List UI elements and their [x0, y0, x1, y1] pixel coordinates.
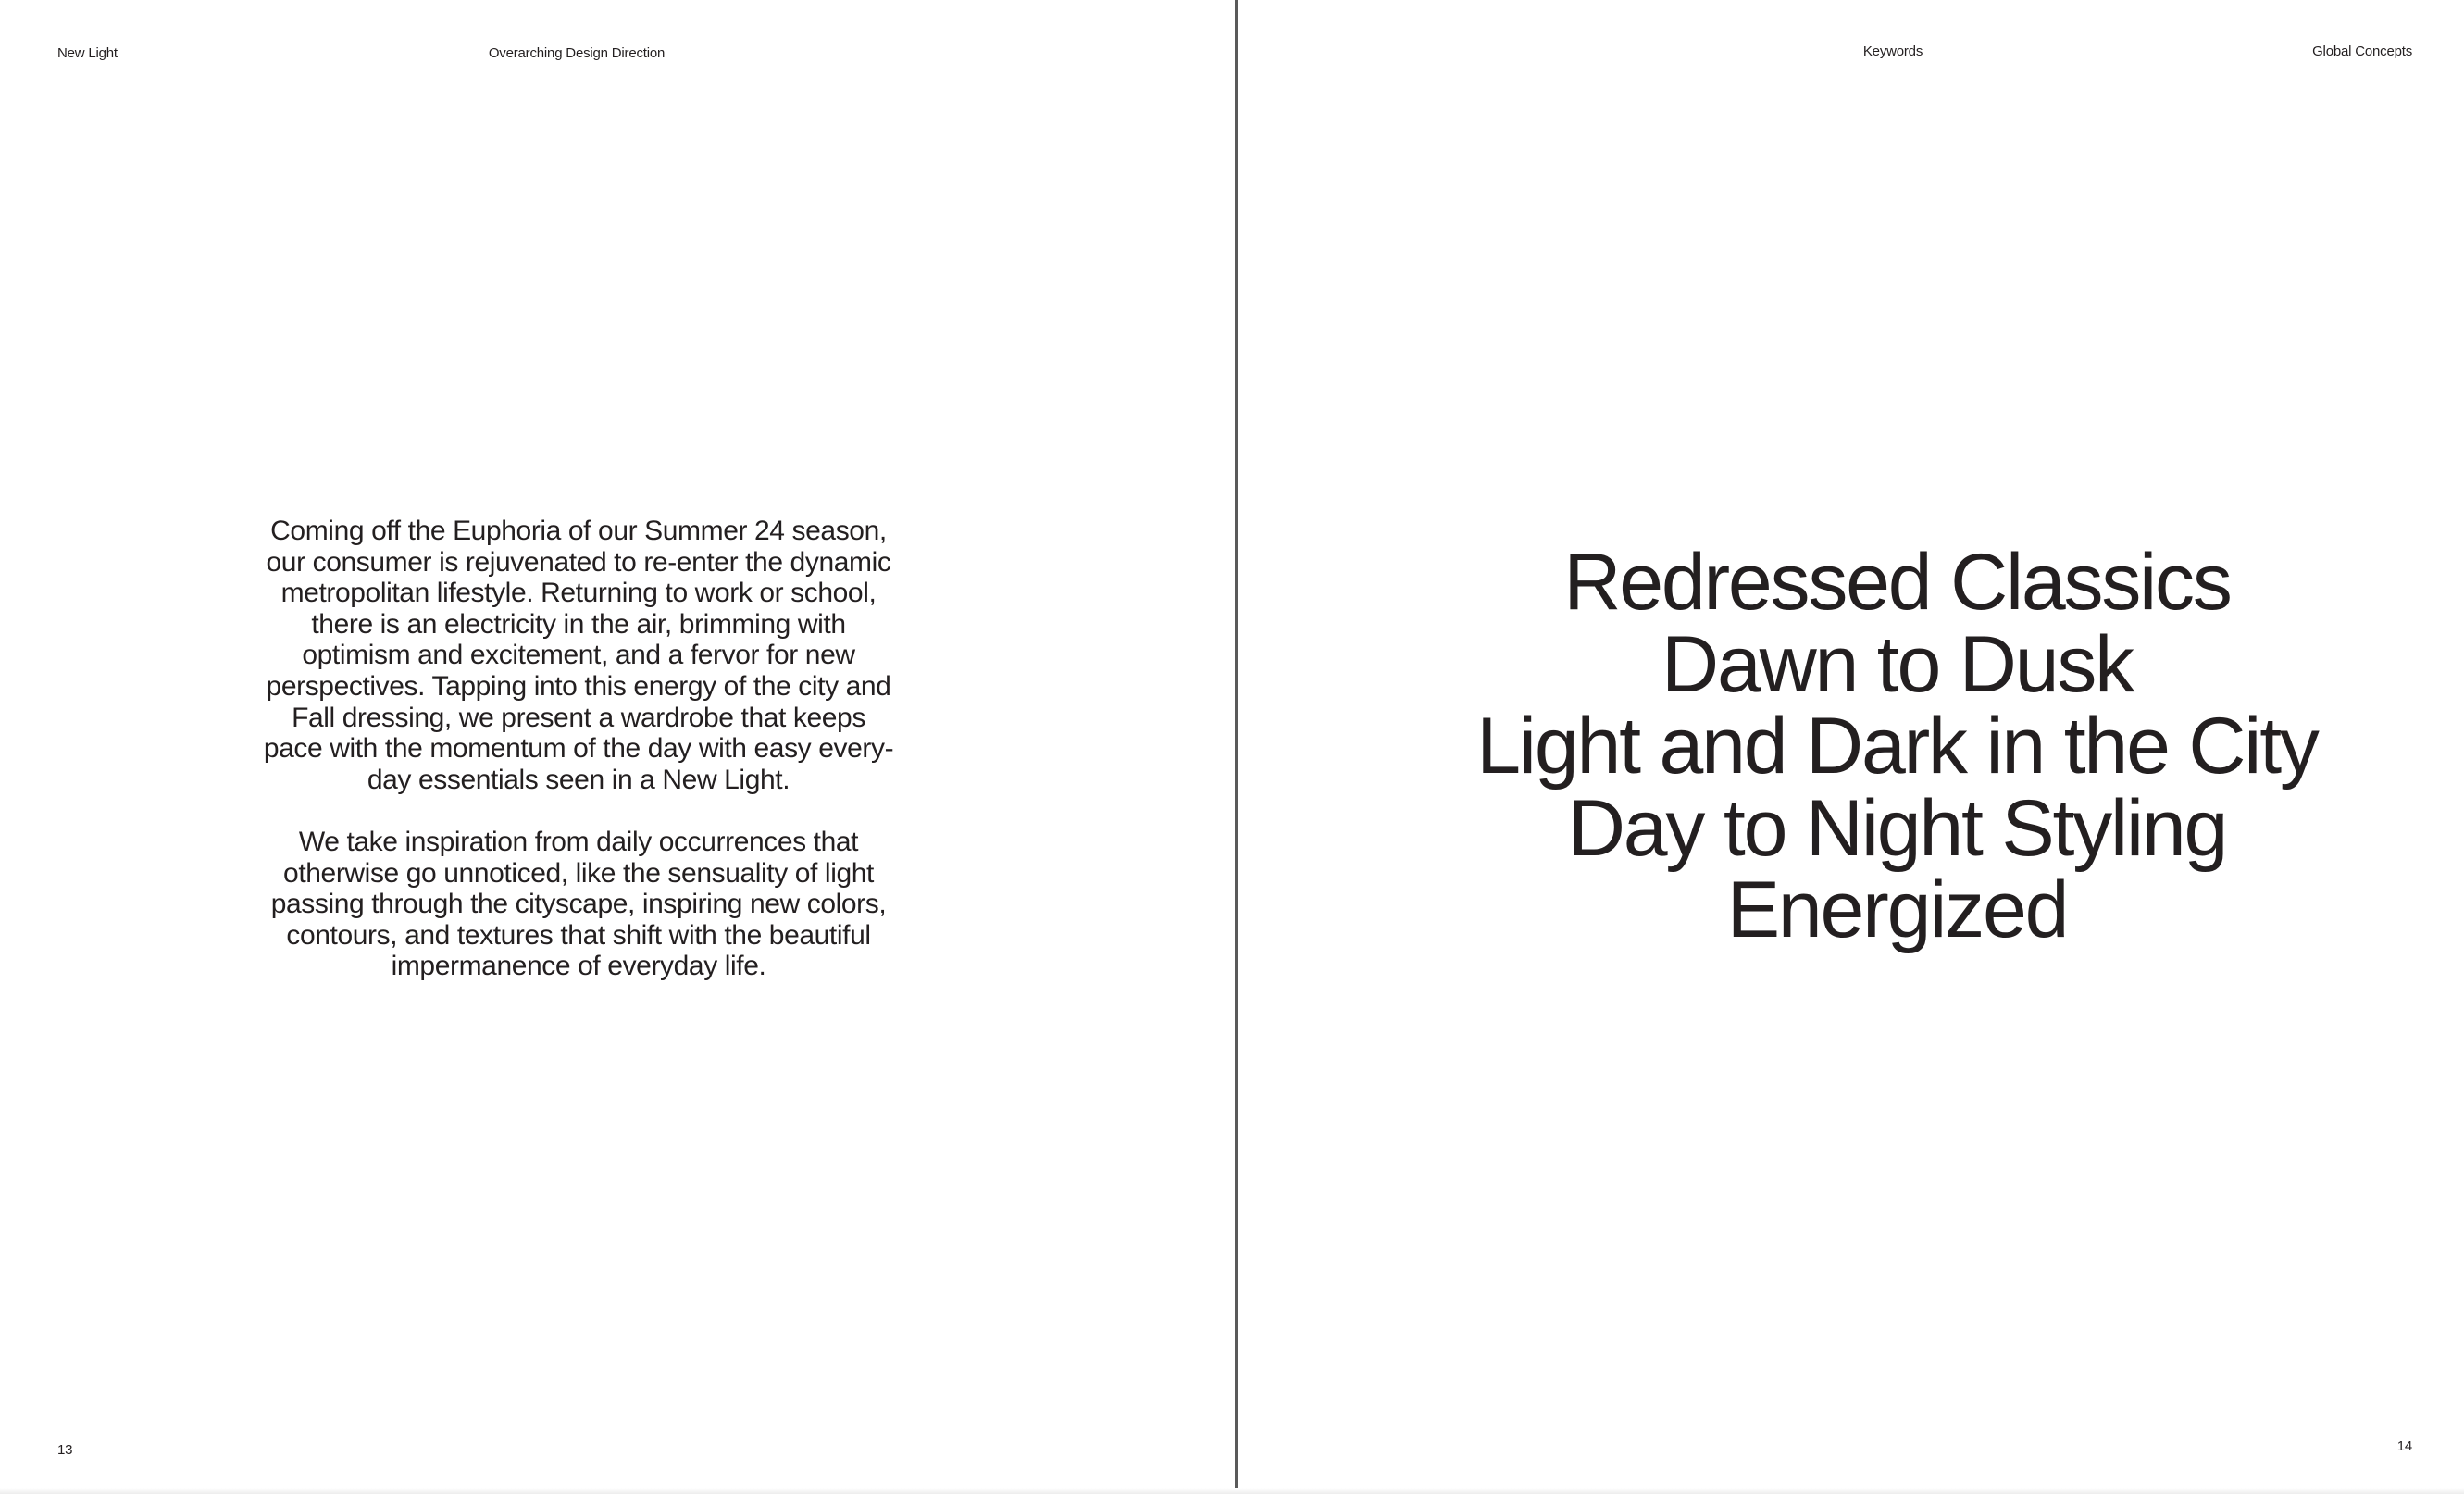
keyword-item: Redressed Classics: [1563, 538, 2231, 627]
keyword-item: Energized: [1726, 865, 2068, 954]
page-number: 13: [57, 1442, 73, 1458]
right-page: [1238, 0, 2464, 1494]
body-paragraph: We take inspiration from daily occurrences that otherwise go unnoticed, like the sensuality of light passing through the cityscape, inspiring new colors, contours, and textures that shift with the beautiful impermanence of everyday life.: [270, 826, 887, 982]
keyword-list: [1238, 538, 2464, 954]
running-header-title: New Light: [57, 45, 118, 61]
running-header-section: Global Concepts: [2312, 44, 2412, 59]
page-number: 14: [2396, 1438, 2412, 1454]
keyword-item: Day to Night Styling: [1567, 783, 2227, 873]
running-header-label: Keywords: [1862, 44, 1923, 59]
body-paragraph: Coming off the Euphoria of our Summer 24 season, our consumer is rejuvenated to re-enter the dynamic metropolitan lifestyle. Returning to work or school, there is an electricity in the air, brimming with optimism and excitement, and a fervor for new perspectives. Tapping into this energy of the city and Fall dressing, we present a wardrobe that keeps pace with the momentum of the day with easy every-day essentials seen in a New Light.: [263, 516, 894, 795]
keyword-item: Dawn to Dusk: [1661, 619, 2133, 709]
running-header-section: Overarching Design Direction: [488, 45, 666, 61]
page-bottom-edge: [0, 1488, 2464, 1494]
keyword-item: Light and Dark in the City: [1476, 702, 2318, 791]
body-text: [259, 516, 898, 1014]
